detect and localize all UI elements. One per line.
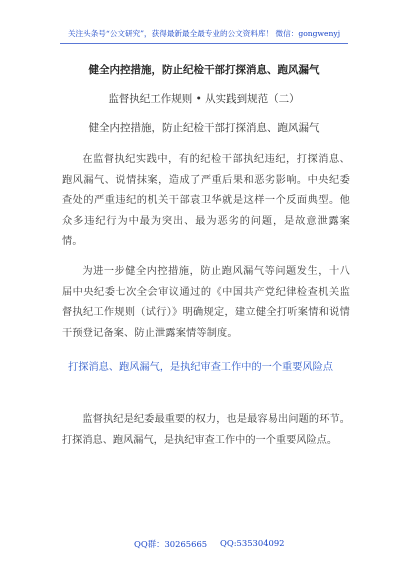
article-subtitle: 健全内控措施，防止纪检干部打探消息、跑风漏气	[88, 122, 320, 134]
paragraph-intro: 在监督执纪实践中，有的纪检干部执纪违纪，打探消息、跑风漏气、说情抹案，造成了严重后果和恶劣影响。中央纪委查处的严重违纪的机关干部袁卫华就是这样一个反面典型。他众多违纪行为中最为突出、最为恶劣的问题，是故意泄露案情。	[62, 154, 350, 247]
footer-qq-group: QQ群：30265665	[134, 539, 208, 549]
section-heading: 打探消息、跑风漏气，是执纪审查工作中的一个重要风险点	[68, 362, 333, 373]
paragraph-regulation: 为进一步健全内控措施，防止跑风漏气等问题发生，十八届中央纪委七次全会审议通过的《中国共产党纪律检查机关监督执纪工作规则（试行）》明确规定，建立健全打听案情和说情干预登记备案、防止泄露案情等制度。	[62, 266, 350, 339]
header-banner: 关注头条号“公文研究”，获得最新最全最专业的公文资料库！ 微信：gongwenyj	[67, 29, 341, 38]
paragraph-risk-point: 监督执纪是纪委最重要的权力，也是最容易出问题的环节。打探消息、跑风漏气，是执纪审查工作中的一个重要风险点。	[62, 414, 350, 446]
document-title: 健全内控措施，防止纪检干部打探消息、跑风漏气	[88, 64, 320, 76]
series-subtitle: 监督执纪工作规则 • 从实践到规范（二）	[108, 93, 300, 105]
header-divider	[60, 43, 348, 44]
footer-qq-number: QQ:535304092	[220, 538, 285, 548]
